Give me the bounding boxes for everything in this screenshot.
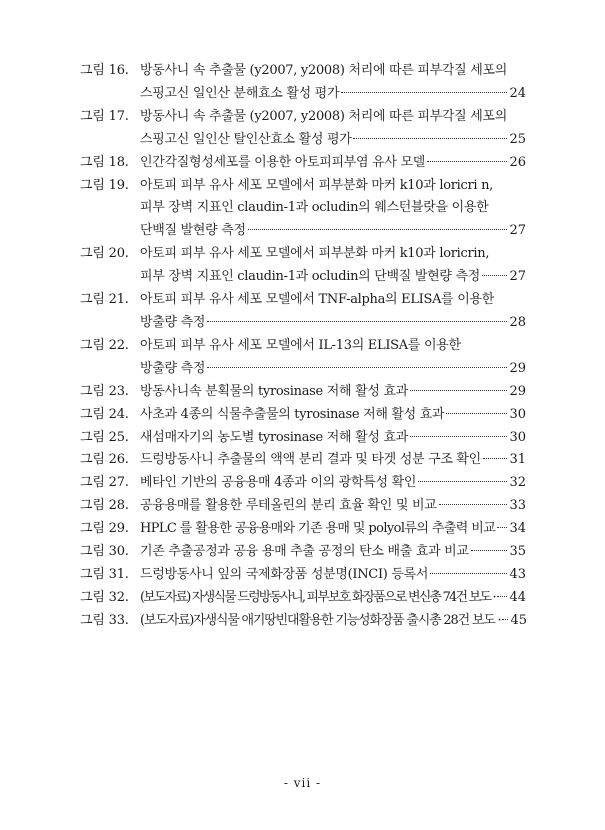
toc-entry[interactable] [80,472,526,495]
toc-entry[interactable] [80,587,526,610]
figure-number: 그림 24. [80,406,129,422]
dot-leader [497,596,508,597]
toc-entry[interactable] [80,541,526,564]
figure-title: 스핑고신 일인산 탈인산효소 활성 평가 [140,131,352,147]
page-ref: 25 [509,131,526,147]
figure-number: 그림 22. [80,337,129,353]
toc-entry[interactable] [80,289,526,335]
figure-title: 방동사니 속 추출물 (y2007, y2008) 처리에 따른 피부각질 세포의 [140,63,508,78]
dot-leader [248,229,508,230]
toc-entry[interactable] [80,404,526,427]
figure-number: 그림 25. [80,429,129,445]
figure-title: 베타인 기반의 공융용매 4종과 이의 광학특성 확인 [140,475,417,491]
figure-number: 그림 31. [80,566,129,582]
figure-title: 드렁방동사니 잎의 국제화장품 성분명(INCI) 등록서 [140,566,429,582]
page-ref: 45 [510,612,527,628]
figure-title: 피부 장벽 지표인 claudin-1과 ocludin의 단백질 발현량 측정 [140,269,480,285]
toc-entry-line [80,587,526,610]
figure-number: 그림 18. [80,154,129,170]
toc-entry[interactable] [80,518,526,541]
toc-entry-line [80,289,526,312]
toc-entry[interactable] [80,449,526,472]
page-ref: 31 [509,452,526,468]
page-ref: 29 [509,383,526,399]
toc-entry[interactable] [80,495,526,518]
page-ref: 29 [509,360,526,376]
figure-title: 방동사니속 분획물의 tyrosinase 저해 활성 효과 [140,383,408,399]
toc-entry[interactable] [80,243,526,289]
figure-title: HPLC 를 활용한 공융용매와 기존 용매 및 polyol류의 추출력 비교 [140,521,496,537]
toc-entry-line [80,175,526,198]
figure-title: 새섬매자기의 농도별 tyrosinase 저해 활성 효과 [140,429,408,445]
dot-leader [497,527,507,528]
figure-number: 그림 30. [80,544,129,560]
figure-title: 기존 추출공정과 공융 용매 추출 공정의 탄소 배출 효과 비교 [140,544,469,560]
dot-leader [207,367,507,368]
figure-title: (보도자료)자생식물 애기땅빈대활용한 기능성화장품 출시총 28건 보도 · [140,612,501,628]
dot-leader [482,275,507,276]
dot-leader [446,413,507,414]
toc-entry[interactable] [80,175,526,244]
figure-number: 그림 32. [80,589,129,605]
toc-entry[interactable] [80,60,526,106]
toc-entry-line [80,427,526,450]
figure-number: 그림 17. [80,108,129,124]
toc-entry-line [80,220,526,243]
figure-number: 그림 20. [80,246,129,262]
toc-entry-line [80,243,526,266]
toc-entry[interactable] [80,106,526,152]
figure-title: 인간각질형성세포를 이용한 아토피피부염 유사 모델 [140,154,426,170]
page-ref: 26 [509,154,526,170]
toc-entry[interactable] [80,427,526,450]
page-number: - vii - [283,776,322,790]
dot-leader [341,92,507,93]
figure-title: 방동사니 속 추출물 (y2007, y2008) 처리에 따른 피부각질 세포의 [140,108,508,124]
page-ref: 24 [509,85,526,101]
page-ref: 27 [509,223,526,239]
page-ref: 35 [509,544,526,560]
toc-entry-line [80,106,526,129]
figure-title: 방출량 측정 [140,360,206,376]
figure-title: 아토피 피부 유사 세포 모델에서 TNF-alpha의 ELISA를 이용한 [140,292,495,308]
toc-entry-line [80,197,526,220]
dot-leader [418,481,507,482]
figure-number: 그림 16. [80,63,129,78]
toc-entry[interactable] [80,610,526,633]
toc-entry[interactable] [80,152,526,175]
page-ref: 32 [509,475,526,491]
figure-number: 그림 29. [80,521,129,537]
figure-title: 아토피 피부 유사 세포 모델에서 IL-13의 ELISA를 이용한 [140,337,461,353]
toc-entry[interactable] [80,564,526,587]
page-ref: 33 [509,498,526,514]
dot-leader [207,321,507,322]
toc-entry-line [80,449,526,472]
figure-title: 아토피 피부 유사 세포 모델에서 피부분화 마커 k10과 loricrin, [140,246,490,262]
page-ref: 44 [509,589,526,605]
figure-list [80,60,526,633]
dot-leader [427,161,507,162]
toc-entry-line [80,60,526,83]
toc-entry-line [80,472,526,495]
figure-number: 그림 28. [80,498,129,514]
figure-title: 방출량 측정 [140,314,206,330]
page-ref: 30 [509,406,526,422]
page-ref: 30 [509,429,526,445]
dot-leader [430,573,507,574]
toc-entry-line [80,404,526,427]
figure-title: 공융용매를 활용한 루테올린의 분리 효율 확인 및 비교 [140,498,437,514]
toc-entry-line [80,381,526,404]
dot-leader [483,458,508,459]
dot-leader [502,619,508,620]
toc-entry-line [80,495,526,518]
figure-title: 단백질 발현량 측정 [140,223,246,239]
figure-number: 그림 33. [80,612,129,628]
figure-title: (보도자료) 자생식물 드렁방동사니, 피부보호 화장품으로 변신총 74건 보도 · [140,589,495,605]
toc-entry-line [80,152,526,175]
toc-entry-line [80,335,526,358]
page-ref: 28 [509,314,526,330]
page-ref: 34 [509,521,526,537]
dot-leader [410,436,507,437]
figure-title: 드렁방동사니 추출물의 액액 분리 결과 및 타겟 성분 구조 확인 [140,452,481,468]
toc-entry-line [80,266,526,289]
figure-number: 그림 26. [80,452,129,468]
toc-entry-line [80,518,526,541]
dot-leader [353,138,507,139]
figure-title: 스핑고신 일인산 분해효소 활성 평가 [140,85,340,101]
dot-leader [471,550,508,551]
figure-number: 그림 21. [80,292,129,308]
figure-number: 그림 27. [80,475,129,491]
toc-entry-line [80,610,526,633]
figure-title: 사초과 4종의 식물추출물의 tyrosinase 저해 활성 효과 [140,406,445,422]
figure-number: 그림 19. [80,177,129,193]
dot-leader [439,504,508,505]
figure-title: 피부 장벽 지표인 claudin-1과 ocludin의 웨스턴블랏을 이용한 [140,200,489,216]
page-ref: 27 [509,269,526,285]
toc-entry[interactable] [80,381,526,404]
toc-entry-line [80,564,526,587]
toc-entry-line [80,83,526,106]
figure-title: 아토피 피부 유사 세포 모델에서 피부분화 마커 k10과 loricri n, [140,177,493,193]
toc-entry-line [80,129,526,152]
page-ref: 43 [509,566,526,582]
toc-entry-line [80,312,526,335]
dot-leader [410,390,507,391]
toc-entry[interactable] [80,335,526,381]
toc-entry-line [80,358,526,381]
figure-number: 그림 23. [80,383,129,399]
toc-entry-line [80,541,526,564]
